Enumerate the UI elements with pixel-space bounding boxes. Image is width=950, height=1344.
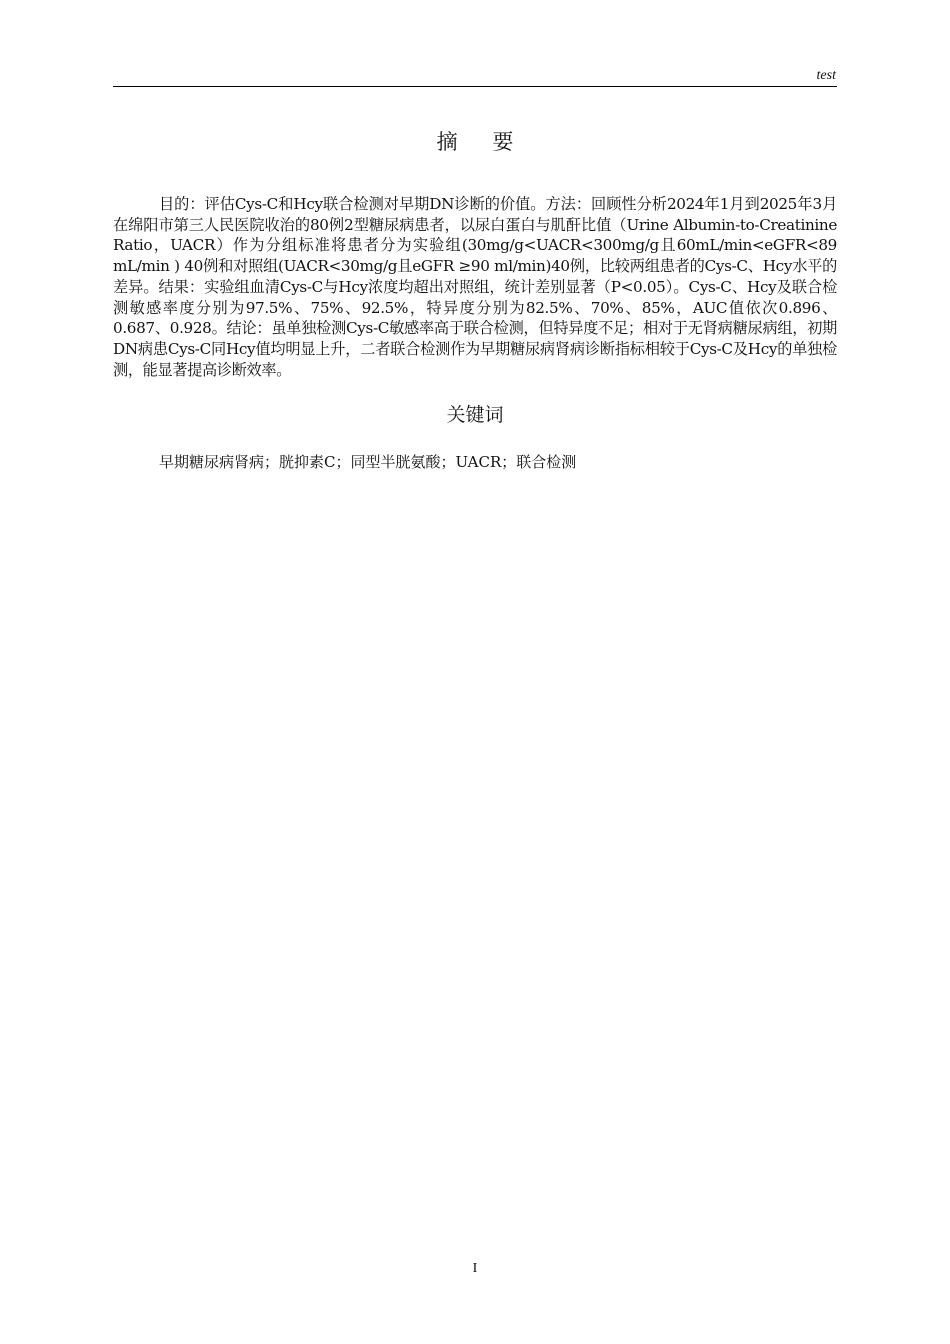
result-text: 实验组血清Cys-C与Hcy浓度均超出对照组，统计差别显著（P<0.05）。Cys-C、Hcy及联合检测敏感率度分别为97.5%、75%、92.5%，特异度分别为82.5%、70%、85%，AUC值依次0.896、0.687、0.928。 — [113, 277, 838, 338]
keywords-text: 早期糖尿病肾病；胱抑素C；同型半胱氨酸；UACR；联合检测 — [159, 453, 577, 471]
method-text: 回顾性分析2024年1月到2025年3月在绵阳市第三人民医院收治的80例2型糖尿病患者，以尿白蛋白与肌酐比值（Urine Albumin-to-Creatinine Ratio，UACR）作为分组标准将患者分为实验组(30mg/g<UACR<300mg/g且60mL/min<eGFR<89 mL/min ) 40例和对照组(UACR<30mg/g且eGFR ≥90 ml/min)40例，比较两组患者的Cys-C、Hcy水平的差异。 — [113, 195, 837, 296]
purpose-text: 评估Cys-C和Hcy联合检测对早期DN诊断的价值。 — [204, 195, 546, 213]
header-rule — [113, 86, 837, 87]
running-header: test — [816, 68, 836, 83]
method-label: 方法： — [545, 195, 592, 213]
abstract-body — [113, 194, 837, 380]
result-label: 结果： — [158, 277, 205, 296]
conclusion-text: 虽单独检测Cys-C敏感率高于联合检测，但特异度不足；相对于无肾病糖尿病组，初期DN病患Cys-C同Hcy值均明显上升，二者联合检测作为早期糖尿病肾病诊断指标相较于Cys-C及Hcy的单独检测，能显著提高诊断效率。 — [113, 319, 838, 379]
page-number: I — [472, 1261, 478, 1276]
purpose-label: 目的： — [159, 195, 205, 213]
abstract-title: 摘 要 — [436, 130, 528, 154]
conclusion-label: 结论： — [226, 319, 272, 338]
keywords-title: 关键词 — [446, 404, 504, 426]
